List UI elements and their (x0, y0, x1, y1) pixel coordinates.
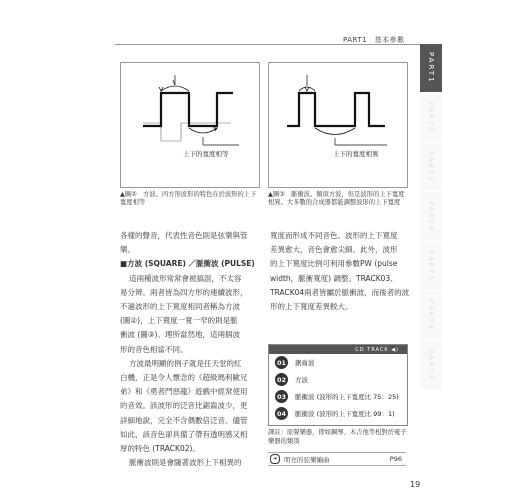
tab-part7[interactable]: PART7 (420, 341, 442, 390)
figure2-caption: ▲圖③ 脈衝波。類似方波，但是波形的上下寬度 相異。大多數的合成器都能調整波形的上下寬度 (268, 191, 405, 206)
arrow-right-icon: ➜ (270, 454, 280, 464)
running-title: PART1 基本參數 (343, 36, 405, 44)
track-item[interactable]: 04 脈衝波 (波形的上下寬度比 99：1) (269, 405, 407, 422)
track-item[interactable]: 02 方波 (269, 371, 407, 388)
tab-part5[interactable]: PART5 (420, 242, 442, 291)
right-column-text: 寬度而形成不同音色。波形的上下寬度 差異愈大，音色會愈尖細。此外，波形 的上下寬度比例可利用參數PW (pulse width，脈衝寬度) 調整。TRACK03、 TRACK04兩者皆屬於脈衝波，而後者的波 形的上下寬度差異較大。 (270, 231, 410, 312)
translator-note: 譯註：原聲樂器，即如鋼琴、木吉他等相對於電子 樂器的類別 (268, 429, 407, 445)
paragraph: 各樣的聲音，代表性音色則是弦樂與管 (120, 231, 248, 240)
figure-square-wave (120, 62, 260, 188)
part-tabs (420, 44, 442, 390)
page-number: 19 (410, 480, 421, 489)
square-wave-label: 上下的寬度相等 (183, 150, 229, 158)
section-heading: ■方波 (SQUARE) ／脈衝波 (PULSE) (120, 259, 255, 269)
square-wave-diagram (121, 63, 259, 187)
track-item[interactable]: 01 鋸齒波 (269, 354, 407, 371)
pulse-wave-line (287, 93, 385, 126)
track-item[interactable]: 03 脈衝波 (波形的上下寬度比 75：25) (269, 388, 407, 405)
paragraph: 樂。 (120, 245, 135, 255)
figure-pulse-wave (268, 62, 408, 188)
tab-part3[interactable]: PART3 (420, 143, 442, 192)
tab-part2[interactable]: PART2 (420, 93, 442, 142)
reference-label: 明亮的弦樂編曲 (284, 455, 330, 464)
pulse-wave-label: 上下的寬度相異 (333, 150, 379, 158)
cd-track-box (268, 344, 408, 426)
tab-part6[interactable]: PART6 (420, 291, 442, 340)
cd-track-header: CD TRACK ◀) (269, 345, 407, 354)
header-rule (115, 44, 420, 45)
figure1-caption: ▲圖② 方波。四方形波形的特色在於波形的上下 寬度相等 (120, 191, 257, 206)
left-column-text: 各樣的聲音，代表性音色則是弦樂與管 樂。 ■方波 (SQUARE) ／脈衝波 (PULSE) 這兩種波形常常會被搞混，不太容 易分辨。兩者皆為四方形的連續波形， 不過波形的上下寬度相同者稱為方波 (圖②)，上下寬度一寬一窄的則是脈 衝波 (圖③)。理所當然地，這兩個波 形的音色相當不同。 方波最明顯的例子就是任天堂的紅 白機，正是令人懷念的《超級瑪利歐兄 弟》和《勇者鬥惡龍》遊戲中經常使用 的音效。該波形的泛音比鋸齒波少，更 詳細地說，完全不含偶數倍泛音。儘管 如此，該音色卻具備了帶有透明感又相 厚的特色 (TRACK02)。 脈衝波則是會隨著波形上下相異的 (120, 229, 266, 470)
reference-page: P96 (389, 455, 402, 463)
tab-part4[interactable]: PART4 (420, 192, 442, 241)
tab-part1[interactable]: PART1 (420, 44, 442, 93)
pulse-wave-diagram (269, 63, 407, 187)
square-wave-line (143, 93, 233, 126)
cross-reference[interactable] (268, 452, 406, 466)
